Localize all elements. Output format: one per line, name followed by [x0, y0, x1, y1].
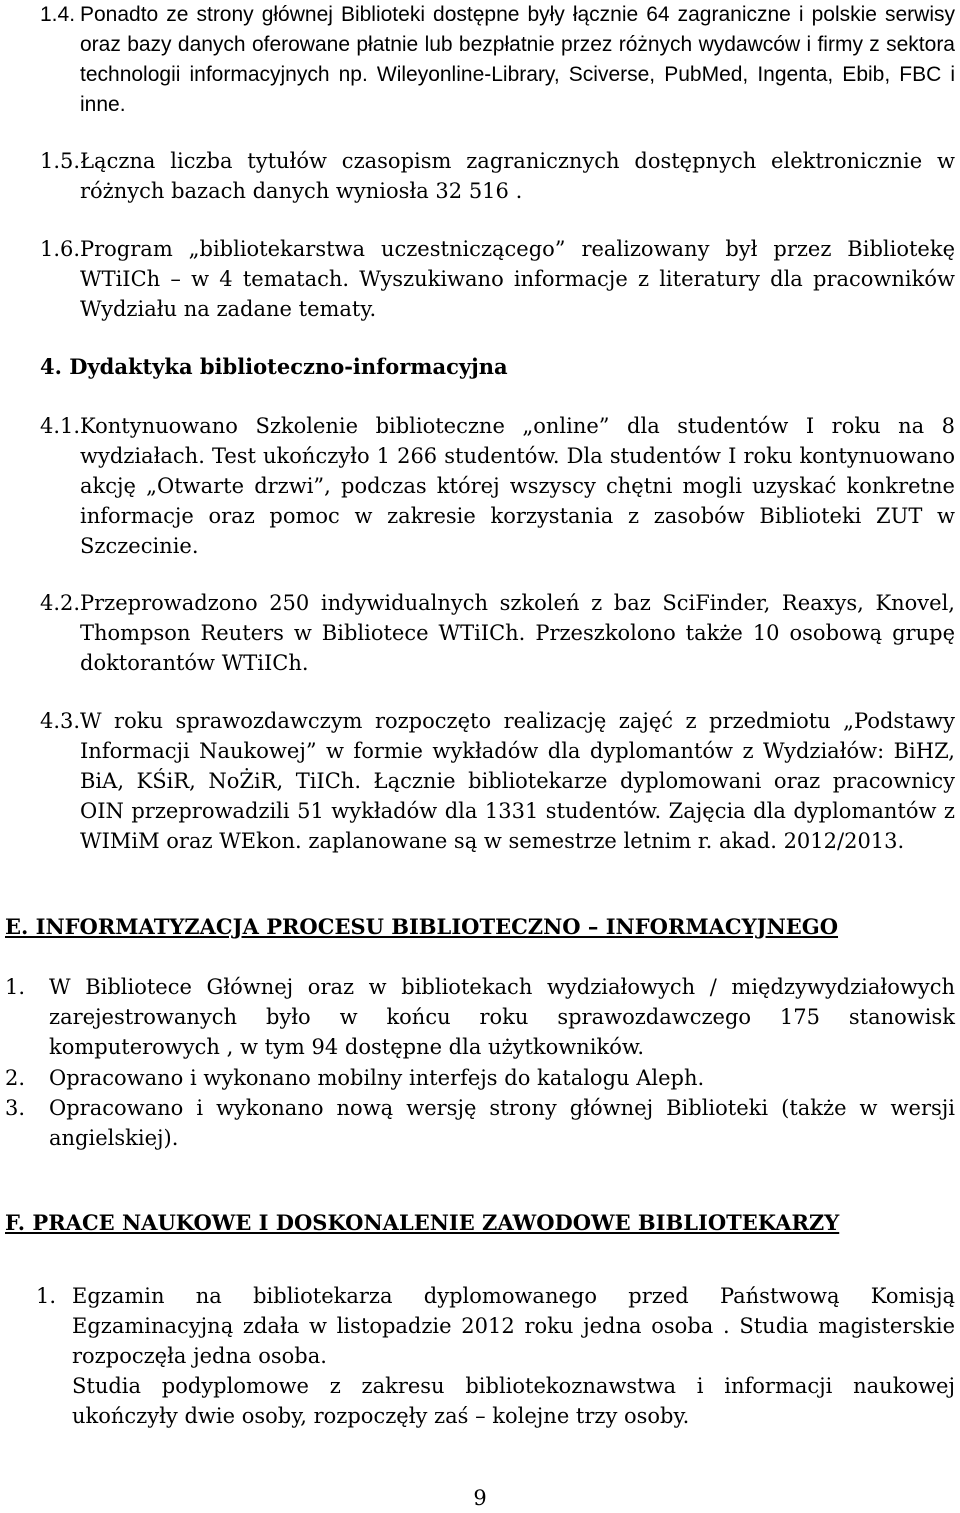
section-number: 4.1.	[40, 414, 81, 438]
list-item	[5, 1063, 955, 1093]
section-number: 4.2.	[40, 591, 81, 615]
list-text-part1: Egzamin na bibliotekarza dyplomowanego przed Państwową Komisją Egzaminacyjną zdała w listopadzie 2012 roku jedna osoba . Studia magisterskie rozpoczęła jedna osoba.	[72, 1284, 955, 1368]
section-4-1	[40, 411, 955, 561]
heading-informatyzacja: E. INFORMATYZACJA PROCESU BIBLIOTECZNO – INFORMACYJNEGO	[5, 914, 839, 939]
section-text: Kontynuowano Szkolenie biblioteczne „online” dla studentów I roku na 8 wydziałach. Test ukończyło 1 266 studentów. Dla studentów I roku kontynuowano akcję „Otwarte drzwi”, podczas której wszyscy chętni mogli uzyskać konkretne informacje oraz pomoc w zakresie korzystania z zasobów Biblioteki ZUT w Szczecinie.	[80, 414, 955, 558]
list-number: 1.	[5, 975, 26, 999]
section-number: 1.6.	[40, 237, 81, 261]
section-number: 1.4.	[40, 3, 76, 26]
section-text: Łączna liczba tytułów czasopism zagranicznych dostępnych elektronicznie w różnych bazach danych wyniosła 32 516 .	[80, 149, 955, 203]
list-item	[5, 972, 955, 1062]
section-number: 1.5.	[40, 149, 81, 173]
list-number: 1.	[36, 1284, 57, 1308]
section-text: W roku sprawozdawczym rozpoczęto realizację zajęć z przedmiotu „Podstawy Informacji Naukowej” w formie wykładów dla dyplomantów z Wydziałów: BiHZ, BiA, KŚiR, NoŻiR, TiICh. Łącznie bibliotekarze dyplomowani oraz pracownicy OIN przeprowadzili 51 wykładów dla 1331 studentów. Zajęcia dla dyplomantów z WIMiM oraz WEkon. zaplanowane są w semestrze letnim r. akad. 2012/2013.	[80, 709, 955, 853]
section-1-5	[40, 146, 955, 206]
list-text: Opracowano i wykonano nową wersję strony głównej Biblioteki (także w wersji angielskiej).	[49, 1096, 955, 1150]
page-number: 9	[473, 1486, 487, 1510]
list-text: Opracowano i wykonano mobilny interfejs do katalogu Aleph.	[49, 1066, 705, 1090]
list-text-part2: Studia podyplomowe z zakresu bibliotekoznawstwa i informacji naukowej ukończyły dwie osoby, rozpoczęły zaś – kolejne trzy osoby.	[72, 1374, 955, 1428]
section-number: 4.3.	[40, 709, 81, 733]
list-item	[5, 1093, 955, 1153]
section-text: Program „bibliotekarstwa uczestniczącego” realizowany był przez Bibliotekę WTiICh – w 4 tematach. Wyszukiwano informacje z literatury dla pracowników Wydziału na zadane tematy.	[80, 237, 955, 321]
list-number: 2.	[5, 1066, 26, 1090]
list-text: W Bibliotece Głównej oraz w bibliotekach wydziałowych / międzywydziałowych zarejestrowanych było w końcu roku sprawozdawczego 175 stanowisk komputerowych , w tym 94 dostępne dla użytkowników.	[49, 975, 955, 1059]
list-item	[36, 1281, 955, 1431]
section-4-3	[40, 706, 955, 856]
section-1-6	[40, 234, 955, 324]
heading-dydaktyka: 4. Dydaktyka biblioteczno-informacyjna	[40, 354, 508, 379]
section-text: Przeprowadzono 250 indywidualnych szkoleń z baz SciFinder, Reaxys, Knovel, Thompson Reuters w Bibliotece WTiICh. Przeszkolono także 10 osobową grupę doktorantów WTiICh.	[80, 591, 955, 675]
section-4-2	[40, 588, 955, 678]
list-text	[72, 1281, 955, 1431]
section-text: Ponadto ze strony głównej Biblioteki dostępne były łącznie 64 zagraniczne i polskie serwisy oraz bazy danych oferowane płatnie lub bezpłatnie przez różnych wydawców i firmy z sektora technologii informacyjnych np. Wileyonline-Library, Sciverse, PubMed, Ingenta, Ebib, FBC i inne.	[80, 3, 955, 116]
heading-prace-naukowe: F. PRACE NAUKOWE I DOSKONALENIE ZAWODOWE BIBLIOTEKARZY	[5, 1210, 840, 1235]
list-number: 3.	[5, 1096, 26, 1120]
section-1-4	[40, 0, 955, 120]
